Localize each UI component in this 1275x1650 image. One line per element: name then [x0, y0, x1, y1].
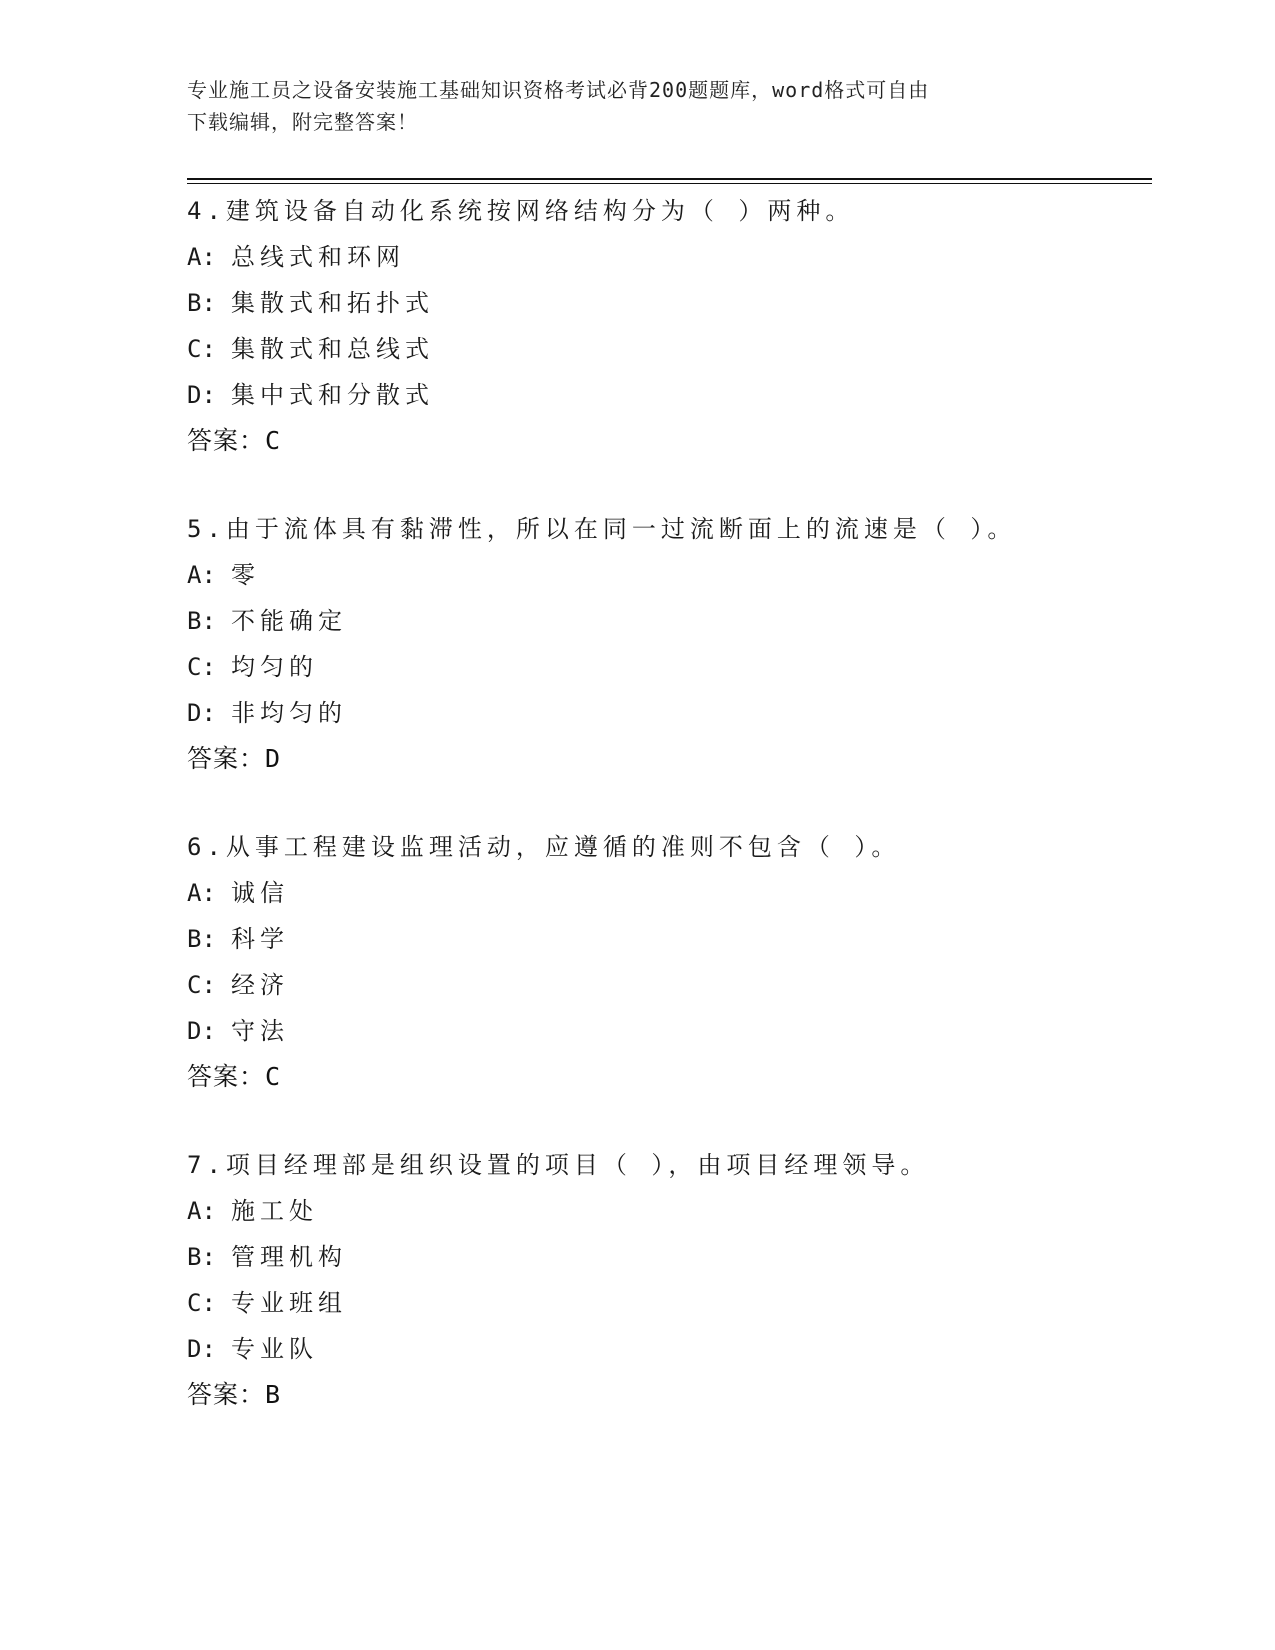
question-block [187, 506, 1147, 782]
option-text: 施工处 [231, 1197, 318, 1225]
option-key: D: [187, 1017, 216, 1045]
option-key: D: [187, 381, 216, 409]
answer-line [187, 1372, 1147, 1418]
header-line-2: 下载编辑，附完整答案！ [187, 110, 418, 134]
option-text: 经济 [231, 971, 289, 999]
option-key: A: [187, 879, 216, 907]
question-title: 7.项目经理部是组织设置的项目（ ），由项目经理领导。 [187, 1151, 930, 1179]
question-block [187, 188, 1147, 464]
option-key: A: [187, 1197, 216, 1225]
document-header [187, 74, 1067, 138]
option-text: 诚信 [231, 879, 289, 907]
question-title: 4.建筑设备自动化系统按网络结构分为（ ）两种。 [187, 197, 855, 225]
option-text: 守法 [231, 1017, 289, 1045]
header-line-1: 专业施工员之设备安装施工基础知识资格考试必背200题题库，word格式可自由 [187, 78, 930, 102]
option-text: 非均匀的 [231, 699, 347, 727]
option-a [187, 870, 1147, 916]
option-key: A: [187, 561, 216, 589]
answer-line [187, 418, 1147, 464]
option-text: 管理机构 [231, 1243, 347, 1271]
option-text: 科学 [231, 925, 289, 953]
option-key: D: [187, 1335, 216, 1363]
option-b [187, 916, 1147, 962]
option-c [187, 644, 1147, 690]
option-d [187, 1326, 1147, 1372]
answer-value: B [265, 1380, 282, 1409]
option-d [187, 690, 1147, 736]
option-d [187, 372, 1147, 418]
answer-line [187, 1054, 1147, 1100]
option-key: B: [187, 607, 216, 635]
option-b [187, 280, 1147, 326]
option-text: 总线式和环网 [231, 243, 405, 271]
option-d [187, 1008, 1147, 1054]
option-key: C: [187, 653, 216, 681]
option-b [187, 1234, 1147, 1280]
answer-label: 答案： [187, 1062, 266, 1091]
option-text: 集散式和拓扑式 [231, 289, 434, 317]
option-text: 集散式和总线式 [231, 335, 434, 363]
option-a [187, 1188, 1147, 1234]
answer-label: 答案： [187, 426, 266, 455]
option-text: 均匀的 [231, 653, 318, 681]
header-divider-thin [187, 183, 1152, 184]
option-key: B: [187, 925, 216, 953]
option-text: 专业班组 [231, 1289, 347, 1317]
question-block [187, 1142, 1147, 1418]
option-key: D: [187, 699, 216, 727]
option-key: C: [187, 335, 216, 363]
question-title: 6.从事工程建设监理活动，应遵循的准则不包含（ ）。 [187, 833, 901, 861]
option-b [187, 598, 1147, 644]
option-text: 专业队 [231, 1335, 318, 1363]
answer-label: 答案： [187, 744, 266, 773]
header-divider-thick [187, 178, 1152, 180]
answer-value: C [265, 426, 282, 455]
option-a [187, 234, 1147, 280]
option-key: C: [187, 971, 216, 999]
option-key: B: [187, 289, 216, 317]
answer-value: C [265, 1062, 282, 1091]
option-c [187, 1280, 1147, 1326]
option-text: 零 [231, 561, 260, 589]
answer-line [187, 736, 1147, 782]
question-title: 5.由于流体具有黏滞性，所以在同一过流断面上的流速是（ ）。 [187, 515, 1017, 543]
question-block [187, 824, 1147, 1100]
option-key: C: [187, 1289, 216, 1317]
option-key: B: [187, 1243, 216, 1271]
option-c [187, 326, 1147, 372]
option-key: A: [187, 243, 216, 271]
option-c [187, 962, 1147, 1008]
option-text: 集中式和分散式 [231, 381, 434, 409]
answer-value: D [265, 744, 282, 773]
answer-label: 答案： [187, 1380, 266, 1409]
option-a [187, 552, 1147, 598]
option-text: 不能确定 [231, 607, 347, 635]
